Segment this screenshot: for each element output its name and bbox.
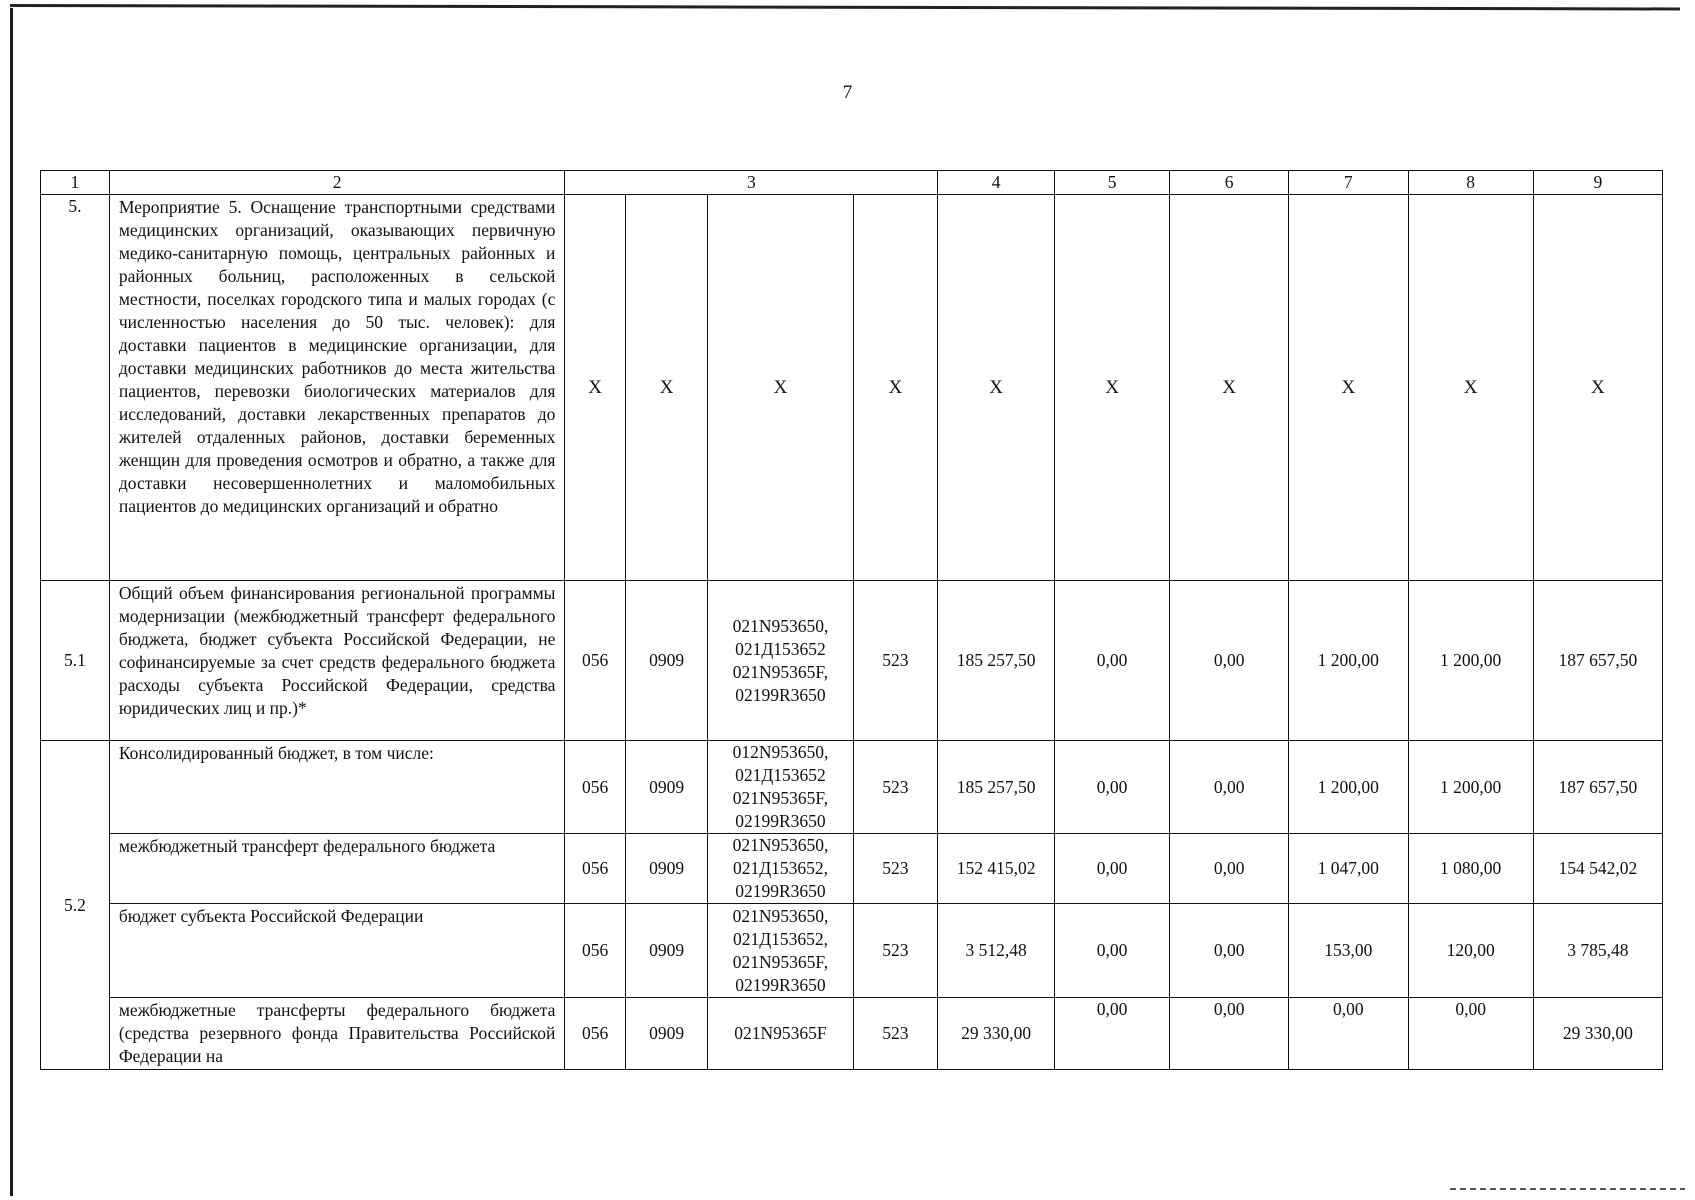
cell-value-6: 0,00	[1170, 741, 1289, 834]
target-code: 021Д153652	[735, 765, 826, 785]
cell-x: Х	[1054, 195, 1169, 581]
table-row	[41, 998, 1663, 1070]
cell-value-8: 120,00	[1408, 904, 1533, 998]
row-description: Консолидированный бюджет, в том числе:	[109, 741, 565, 834]
cell-x: Х	[708, 195, 853, 581]
cell-value-7: 1 200,00	[1288, 581, 1408, 741]
cell-target-codes	[708, 998, 853, 1070]
cell-expense-type: 523	[853, 741, 938, 834]
cell-grbs-code: 056	[565, 741, 625, 834]
target-code: 02199R3650	[735, 881, 826, 901]
target-code: 02199R3650	[735, 974, 826, 995]
header-cell-2: 2	[109, 171, 565, 195]
cell-section-code: 0909	[625, 581, 708, 741]
cell-value-9: 3 785,48	[1533, 904, 1662, 998]
cell-expense-type: 523	[853, 581, 938, 741]
scan-border-left	[10, 8, 13, 1196]
row-description: межбюджетные трансферты федерального бюджета (средства резервного фонда Правительства Российской Федерации на	[109, 998, 565, 1070]
target-code: 02199R3650	[735, 684, 826, 705]
header-cell-4: 4	[938, 171, 1055, 195]
cell-target-codes	[708, 741, 853, 834]
cell-grbs-code: 056	[565, 904, 625, 998]
cell-value-4: 3 512,48	[938, 904, 1055, 998]
target-code: 02199R3650	[735, 811, 826, 831]
column-number-row	[41, 171, 1663, 195]
cell-x: Х	[938, 195, 1055, 581]
cell-x: Х	[1288, 195, 1408, 581]
cell-value-4: 152 415,02	[938, 834, 1055, 904]
cell-target-codes	[708, 581, 853, 741]
header-cell-1: 1	[41, 171, 110, 195]
cell-value-7: 153,00	[1288, 904, 1408, 998]
cell-value-9: 187 657,50	[1533, 581, 1662, 741]
cell-value-7: 0,00	[1288, 998, 1408, 1070]
row-description: межбюджетный трансферт федерального бюджета	[109, 834, 565, 904]
target-code: 021N95365F,	[732, 661, 829, 682]
table-row	[41, 741, 1663, 834]
target-code: 021N953650,	[732, 905, 829, 926]
cell-value-8: 1 200,00	[1408, 581, 1533, 741]
cell-section-code: 0909	[625, 834, 708, 904]
cell-value-6: 0,00	[1170, 998, 1289, 1070]
cell-value-5: 0,00	[1054, 834, 1169, 904]
scan-border-top	[10, 4, 1680, 10]
target-code: 021N953650,	[732, 835, 829, 855]
cell-grbs-code: 056	[565, 998, 625, 1070]
row-number: 5.2	[41, 741, 110, 1070]
cell-value-7: 1 047,00	[1288, 834, 1408, 904]
cell-value-9: 187 657,50	[1533, 741, 1662, 834]
row-description: Мероприятие 5. Оснащение транспортными средствами медицинских организаций, оказывающих первичную медико-санитарную помощь, центральных районных и районных больниц, расположенных в сельской местности, поселках городского типа и малых городах (с численностью населения до 50 тыс. человек): для доставки пациентов в медицинские организации, для доставки медицинских работников до места жительства пациентов, перевозки биологических материалов для исследований, доставки лекарственных препаратов до жителей отдаленных районов, доставки беременных женщин для проведения осмотров и обратно, а также для доставки несовершеннолетних и маломобильных пациентов до медицинских организаций и обратно	[109, 195, 565, 581]
target-code: 021Д153652,	[732, 858, 828, 878]
header-cell-5: 5	[1054, 171, 1169, 195]
table-row	[41, 904, 1663, 998]
target-code: 021N953650,	[732, 615, 829, 636]
target-code: 021N95365F,	[732, 788, 829, 808]
header-cell-3: 3	[565, 171, 938, 195]
cell-value-4: 29 330,00	[938, 998, 1055, 1070]
cell-value-6: 0,00	[1170, 581, 1289, 741]
cell-expense-type: 523	[853, 998, 938, 1070]
financing-table	[40, 170, 1663, 1070]
target-code: 021Д153652	[735, 638, 826, 659]
cell-expense-type: 523	[853, 834, 938, 904]
table-row	[41, 581, 1663, 741]
cell-value-4: 185 257,50	[938, 741, 1055, 834]
cell-value-5: 0,00	[1054, 581, 1169, 741]
cell-section-code: 0909	[625, 998, 708, 1070]
cell-grbs-code: 056	[565, 834, 625, 904]
cell-x: Х	[853, 195, 938, 581]
cell-x: Х	[565, 195, 625, 581]
cell-x: Х	[1170, 195, 1289, 581]
cell-value-8: 0,00	[1408, 998, 1533, 1070]
cell-value-4: 185 257,50	[938, 581, 1055, 741]
cell-x: Х	[1408, 195, 1533, 581]
table-row	[41, 834, 1663, 904]
page-number: 7	[842, 82, 853, 103]
target-code: 021Д153652,	[732, 928, 828, 949]
cell-x: Х	[1533, 195, 1662, 581]
cell-value-6: 0,00	[1170, 904, 1289, 998]
cell-expense-type: 523	[853, 904, 938, 998]
cell-section-code: 0909	[625, 904, 708, 998]
cell-value-5: 0,00	[1054, 741, 1169, 834]
cell-grbs-code: 056	[565, 581, 625, 741]
target-code: 021N95365F,	[732, 951, 829, 972]
row-description: бюджет субъекта Российской Федерации	[109, 904, 565, 998]
cell-value-5: 0,00	[1054, 998, 1169, 1070]
target-code: 021N95365F	[734, 1023, 827, 1043]
cell-value-5: 0,00	[1054, 904, 1169, 998]
header-cell-8: 8	[1408, 171, 1533, 195]
header-cell-9: 9	[1533, 171, 1662, 195]
header-cell-6: 6	[1170, 171, 1289, 195]
target-code: 012N953650,	[732, 742, 829, 762]
scan-border-bottom	[1450, 1188, 1685, 1190]
cell-value-6: 0,00	[1170, 834, 1289, 904]
cell-value-8: 1 080,00	[1408, 834, 1533, 904]
cell-value-8: 1 200,00	[1408, 741, 1533, 834]
cell-value-7: 1 200,00	[1288, 741, 1408, 834]
row-description: Общий объем финансирования региональной программы модернизации (межбюджетный трансферт федерального бюджета, бюджет субъекта Российской Федерации, не софинансируемые за счет средств федерального бюджета расходы субъекта Российской Федерации, средства юридических лиц и пр.)*	[109, 581, 565, 741]
table-row	[41, 195, 1663, 581]
cell-target-codes	[708, 904, 853, 998]
header-cell-7: 7	[1288, 171, 1408, 195]
cell-value-9: 154 542,02	[1533, 834, 1662, 904]
cell-target-codes	[708, 834, 853, 904]
row-number: 5.1	[41, 581, 110, 741]
cell-x: Х	[625, 195, 708, 581]
cell-section-code: 0909	[625, 741, 708, 834]
row-number: 5.	[41, 195, 110, 581]
cell-value-9: 29 330,00	[1533, 998, 1662, 1070]
